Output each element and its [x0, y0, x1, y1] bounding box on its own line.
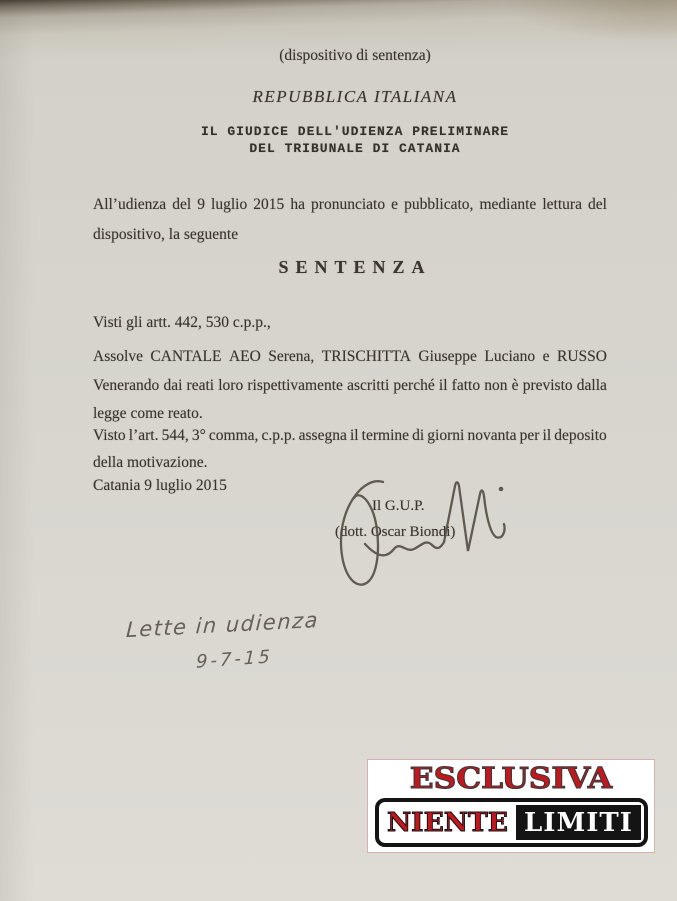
handwritten-note: Lette in udienza [125, 607, 320, 643]
signature-role: Il G.U.P. [372, 498, 425, 514]
body-line-venerando: Venerando dai reati loro rispettivamente ascritti perché il fatto non è previsto dalla [93, 377, 607, 394]
intro-line: dispositivo, la seguente [93, 226, 239, 243]
body-line-visti: Visti gli artt. 442, 530 c.p.p., [93, 314, 271, 331]
sentenza-title: SENTENZA [278, 257, 432, 277]
pen-signature-scrawl [320, 468, 530, 598]
watermark-bar [375, 798, 648, 847]
body-line-visto: Visto l’art. 544, 3° comma, c.p.p. assegna il termine di giorni novanta per il deposito [93, 427, 607, 444]
handwritten-date: 9-7-15 [195, 646, 274, 673]
watermark-esclusiva-label: ESCLUSIVA [409, 761, 613, 795]
body-line-assolve: Assolve CANTALE AEO Serena, TRISCHITTA Giuseppe Luciano e RUSSO [93, 348, 607, 365]
watermark-limiti-label: LIMITI [516, 805, 641, 840]
body-line-place-date: Catania 9 luglio 2015 [93, 477, 227, 494]
court-heading-line2: DEL TRIBUNALE DI CATANIA [249, 141, 461, 156]
signature-name: (dott. Oscar Biondi) [335, 524, 456, 540]
dispositivo-subtitle: (dispositivo di sentenza) [279, 47, 431, 64]
body-line-legge: legge come reato. [93, 405, 203, 422]
body-line-motivazione: della motivazione. [93, 454, 208, 471]
republic-heading: REPUBBLICA ITALIANA [252, 87, 458, 106]
intro-line: All’udienza del 9 luglio 2015 ha pronunciato e pubblicato, mediante lettura del [93, 196, 607, 213]
watermark-niente-label: NIENTE [386, 807, 508, 838]
court-heading-line1: IL GIUDICE DELL'UDIENZA PRELIMINARE [200, 124, 510, 139]
esclusiva-niente-limiti-watermark [368, 760, 654, 852]
